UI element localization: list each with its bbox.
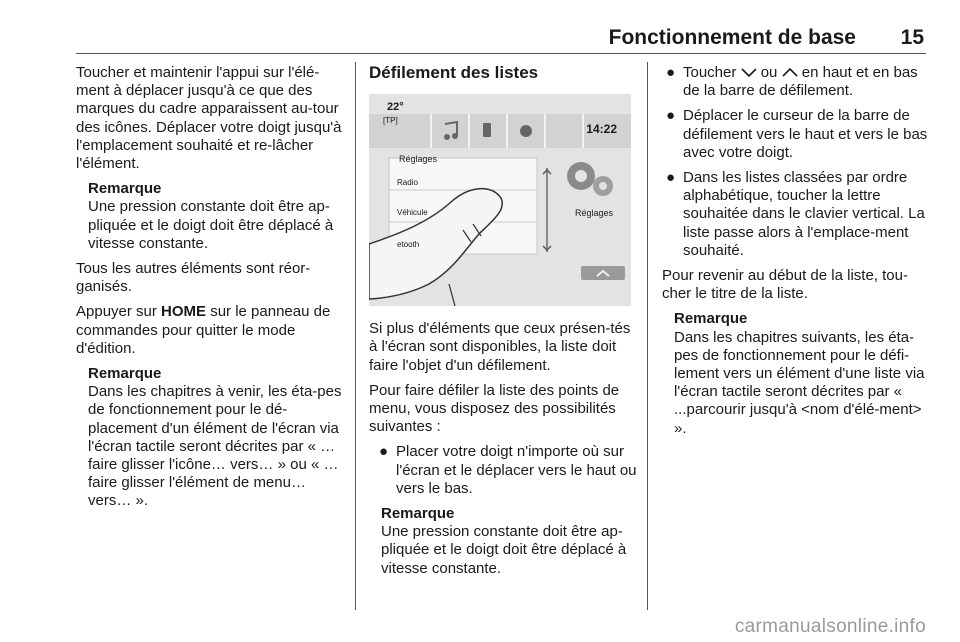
paragraph: Pour faire défiler la liste des points de menu, vous disposez des possibilités suivantes : — [369, 381, 620, 436]
list-item[interactable]: Véhicule — [397, 208, 428, 218]
list-item — [662, 107, 928, 162]
phone-icon — [483, 123, 491, 137]
page-number: 15 — [900, 26, 924, 49]
paragraph: Si plus d'éléments que ceux présen-tés à l'écran sont disponibles, la liste doit faire l'objet d'un défilement. — [369, 320, 631, 374]
paragraph: Pour revenir au début de la liste, tou-cher le titre de la liste. — [662, 267, 908, 303]
note-title: Remarque — [381, 505, 455, 523]
list-item — [662, 169, 928, 260]
tp-indicator: [TP] — [383, 116, 398, 126]
navigation-icon — [520, 125, 532, 137]
note-text: Dans les chapitres suivants, les éta-pes de fonctionnement pour le défi-lement vers un élément d'une liste via l'écran tactile seront décrites par « ...parcourir jusqu'à <nom d'élé-ment> ». — [674, 328, 925, 437]
header-rule — [76, 53, 926, 54]
text-run: Appuyer sur — [76, 303, 162, 321]
note-title: Remarque — [88, 180, 162, 198]
settings-label: Réglages — [575, 208, 614, 219]
list-item — [662, 64, 928, 100]
menu-title[interactable]: Réglages — [399, 154, 438, 165]
note-title: Remarque — [88, 365, 162, 383]
column-divider — [647, 62, 648, 610]
note-text: Une pression constante doit être ap-pliquée et le doigt doit être déplacé à vitesse constante. — [88, 198, 334, 252]
temperature-readout: 22° — [387, 101, 404, 114]
bullet-icon: ● — [666, 64, 676, 81]
page-title: Fonctionnement de base — [608, 26, 856, 49]
list-item[interactable]: Radio — [397, 178, 418, 188]
page-header — [76, 26, 926, 52]
text-run: en haut et en bas de la barre de défilement. — [683, 64, 918, 100]
note-box — [76, 365, 346, 511]
text-run: sur le panneau de commandes pour quitter le mode d'édition. — [76, 303, 331, 357]
bullet-text: Dans les listes classées par ordre alphabétique, toucher la lettre souhaitée dans le clavier vertical. La liste passe alors à l'emplace-ment souhaité. — [683, 169, 925, 259]
column-divider — [355, 62, 356, 610]
note-text: Une pression constante doit être ap-pliquée et le doigt doit être déplacé à vitesse constante. — [381, 523, 627, 577]
paragraph: Tous les autres éléments sont réor-ganisés. — [76, 260, 311, 296]
clock: 14:22 — [586, 122, 617, 137]
note-box — [76, 180, 346, 253]
text-run: Toucher — [683, 64, 741, 81]
chevron-down-icon — [741, 67, 757, 78]
text-run: ou — [756, 64, 782, 81]
bullet-text: Placer votre doigt n'importe où sur l'écran et le déplacer vers le haut ou vers le bas. — [396, 443, 637, 497]
bullet-icon: ● — [666, 107, 676, 125]
paragraph: Toucher et maintenir l'appui sur l'élé-ment à déplacer jusqu'à ce que des marques du cadre apparaissent au-tour des icônes. Déplacer votre doigt jusqu'à l'emplacement souhaité et re-lâcher l'élément. — [76, 64, 342, 173]
paragraph — [76, 303, 346, 358]
watermark: carmanualsonline.info — [734, 616, 926, 637]
note-box — [662, 310, 928, 437]
column-1 — [76, 64, 346, 511]
list-item — [375, 443, 637, 498]
bullet-icon: ● — [666, 169, 676, 187]
column-3 — [662, 64, 928, 438]
note-box — [369, 505, 637, 578]
bullet-icon: ● — [379, 443, 389, 461]
list-item[interactable]: etooth — [397, 240, 420, 250]
bullet-text: Déplacer le curseur de la barre de défilement vers le haut et vers le bas avec votre doigt. — [683, 107, 928, 161]
note-title: Remarque — [674, 310, 748, 328]
section-title: Défilement des listes — [369, 63, 539, 82]
home-key-label: HOME — [161, 303, 207, 321]
touchscreen-illustration — [369, 94, 631, 306]
column-2 — [369, 64, 637, 578]
chevron-up-icon — [782, 67, 798, 78]
note-text: Dans les chapitres à venir, les éta-pes de fonctionnement pour le dé-placement d'un élément de l'écran via l'écran tactile seront décrites par « …faire glisser l'icône… vers… » ou « …faire glisser l'élément de menu… vers… ». — [88, 383, 342, 510]
